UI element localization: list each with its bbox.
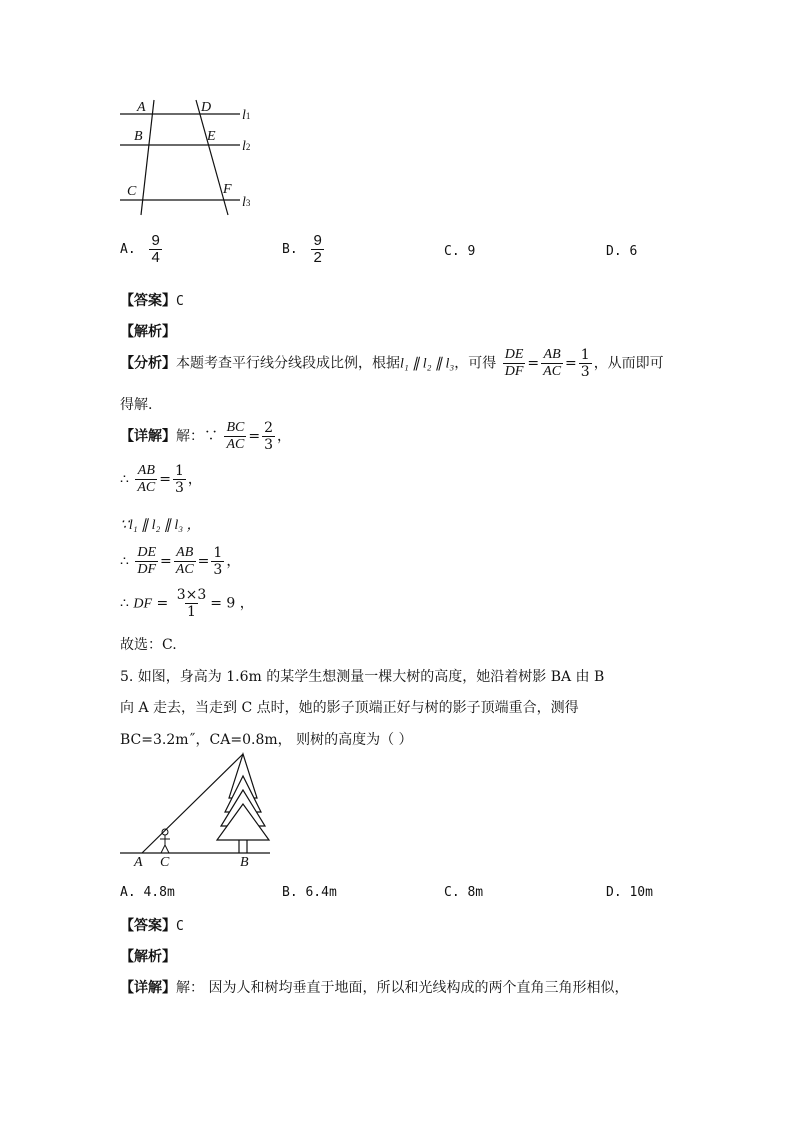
q5-line-2: 向 A 走去，当走到 C 点时，她的影子顶端正好与树的影子顶端重合，测得: [120, 700, 579, 716]
q4-answer: 【答案】C: [120, 293, 184, 309]
q5-option-c[interactable]: C. 8m: [444, 885, 484, 900]
q4-step-4: ∴ $\frac{DE}{DF}$ = $\frac{AB}{AC}$ = $\frac{1}{3}$ ，: [120, 545, 241, 578]
q4-step-3: ∵l₁ ∥ l₂ ∥ l₃ ，: [120, 518, 201, 533]
q4-option-d[interactable]: D. 6: [606, 244, 638, 259]
fig2-label-A: A: [134, 855, 143, 870]
q5-line-1: 5. 如图，身高为 1.6m 的某学生想测量一棵大树的高度，她沿着树影 BA 由 B: [120, 669, 605, 685]
q4-step-1: 【详解】解：∵ $\frac{BC}{AC}$ = $\frac{2}{3}$ ，: [120, 420, 291, 453]
q4-option-c[interactable]: C. 9: [444, 244, 476, 259]
label-E: E: [207, 129, 216, 144]
fig2-label-B: B: [240, 855, 249, 870]
q4-option-b[interactable]: B. $\frac{9}{2}$: [282, 232, 322, 266]
label-D: D: [201, 100, 212, 115]
label-l1: l1: [242, 108, 251, 123]
q4-conclusion: 故选：C.: [120, 637, 177, 653]
q4-step-5: ∴ DF = $\frac{3\times 3}{1}$ = 9 ，: [120, 587, 254, 620]
label-l2: l2: [242, 139, 251, 154]
label-l3: l3: [242, 195, 251, 210]
q5-option-b[interactable]: B. 6.4m: [282, 885, 337, 900]
q4-analysis-tag: 【解析】: [120, 324, 176, 340]
q5-line-3: BC=3.2m˝，CA=0.8m， 则树的高度为（ ）: [120, 732, 413, 748]
q4-option-a[interactable]: A. $\frac{9}{4}$: [120, 232, 160, 266]
fig2-label-C: C: [160, 855, 170, 870]
q5-option-d[interactable]: D. 10m: [606, 885, 653, 900]
tree-shadow-figure: [115, 750, 275, 860]
q5-xiangjie: 【详解】解： 因为人和树均垂直于地面，所以和光线构成的两个直角三角形相似，: [120, 980, 629, 996]
q5-option-a[interactable]: A. 4.8m: [120, 885, 175, 900]
q4-fenxi-end: 得解.: [120, 397, 153, 413]
q5-analysis-tag: 【解析】: [120, 949, 176, 965]
label-A: A: [137, 100, 146, 115]
q4-fenxi: 【分析】本题考查平行线分线段成比例，根据l₁ ∥ l₂ ∥ l₃，可得 $\frac{DE}{DF}$ = $\frac{AB}{AC}$ = $\frac{1}{3}$ ，从而即可: [120, 347, 664, 380]
label-F: F: [223, 182, 232, 197]
q5-answer: 【答案】C: [120, 918, 184, 934]
q4-step-2: ∴ $\frac{AB}{AC}$ = $\frac{1}{3}$ ，: [120, 463, 202, 496]
label-B: B: [134, 129, 143, 144]
label-C: C: [127, 184, 137, 199]
